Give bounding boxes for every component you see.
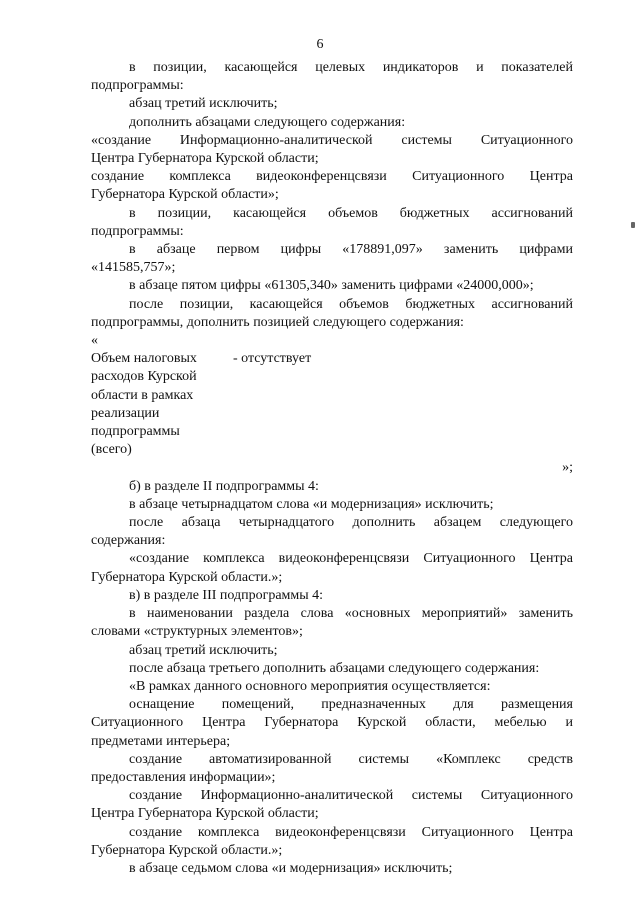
table-close-quote: »; [562,460,573,476]
paragraph-line: предметами интерьера; [91,733,231,749]
label-line: Объем налоговых [91,351,197,367]
paragraph-line: Губернатора Курской области.»; [91,842,283,858]
paragraph-line: «В рамках данного основного мероприятия осуществляется: [129,678,491,694]
paragraph-line: в наименовании раздела слова «основных мероприятий» заменить [129,606,573,622]
paragraph-line: Центра Губернатора Курской области; [91,806,319,822]
paragraph-line: «создание Информационно-аналитической системы Ситуационного [91,132,573,148]
paragraph-line: подпрограммы, дополнить позицией следующего содержания: [91,314,464,330]
paragraph-line: в абзаце четырнадцатом слова «и модернизация» исключить; [129,496,494,512]
page-number: 6 [316,37,324,52]
paragraph-line: «создание комплекса видеоконференцсвязи Ситуационного Центра [129,551,573,567]
paragraph-line: в) в разделе III подпрограммы 4: [129,587,324,603]
paragraph-line: предоставления информации»; [91,769,276,785]
paragraph-line: Центра Губернатора Курской области; [91,151,319,167]
paragraph-line: Ситуационного Центра Губернатора Курской области, мебелью и [91,715,573,731]
paragraph-line: в позиции, касающейся целевых индикаторов и показателей [129,60,573,75]
table-open-quote: « [91,333,98,349]
paragraph-line: дополнить абзацами следующего содержания: [129,114,406,130]
tax-expenditure-value: - отсутствует [233,351,312,367]
paragraph-line: создание комплекса видеоконференцсвязи Ситуационного Центра [91,169,573,185]
paragraph-line: подпрограммы: [91,223,184,239]
document-body [91,59,573,878]
paragraph-line: после позиции, касающейся объемов бюджетных ассигнований [129,296,573,312]
paragraph-line: в абзаце седьмом слова «и модернизация» исключить; [129,860,453,876]
tax-expenditure-label [91,350,233,459]
paragraph-line: после абзаца четырнадцатого дополнить абзацем следующего [129,515,573,531]
paragraph-line: содержания: [91,533,166,549]
tax-expenditure-table [91,350,573,459]
paragraph-line: б) в разделе II подпрограммы 4: [129,478,319,494]
paragraph-line: подпрограммы: [91,78,184,94]
label-line: подпрограммы [91,424,180,440]
paragraph-line: создание автоматизированной системы «Комплекс средств [129,751,573,767]
paragraph-line: создание комплекса видеоконференцсвязи Ситуационного Центра [129,824,573,840]
paragraph-line: «141585,757»; [91,260,176,276]
paragraph-line: после абзаца третьего дополнить абзацами следующего содержания: [129,660,540,676]
paragraph-line: абзац третий исключить; [129,96,278,112]
label-line: (всего) [91,442,132,458]
label-line: расходов Курской [91,369,197,385]
paragraph-line: Губернатора Курской области»; [91,187,279,203]
paragraph-line: абзац третий исключить; [129,642,278,658]
label-line: реализации [91,405,160,421]
paragraph-line: оснащение помещений, предназначенных для размещения [129,697,573,713]
scan-margin-mark [631,222,635,228]
label-line: области в рамках [91,387,194,403]
paragraph-line: в позиции, касающейся объемов бюджетных ассигнований [129,205,573,221]
paragraph-line: в абзаце пятом цифры «61305,340» заменить цифрами «24000,000»; [129,278,534,294]
paragraph-line: Губернатора Курской области.»; [91,569,283,585]
paragraph-line: в абзаце первом цифры «178891,097» заменить цифрами [129,242,573,258]
paragraph-line: словами «структурных элементов»; [91,624,303,640]
paragraph-line: создание Информационно-аналитической системы Ситуационного [129,788,573,804]
